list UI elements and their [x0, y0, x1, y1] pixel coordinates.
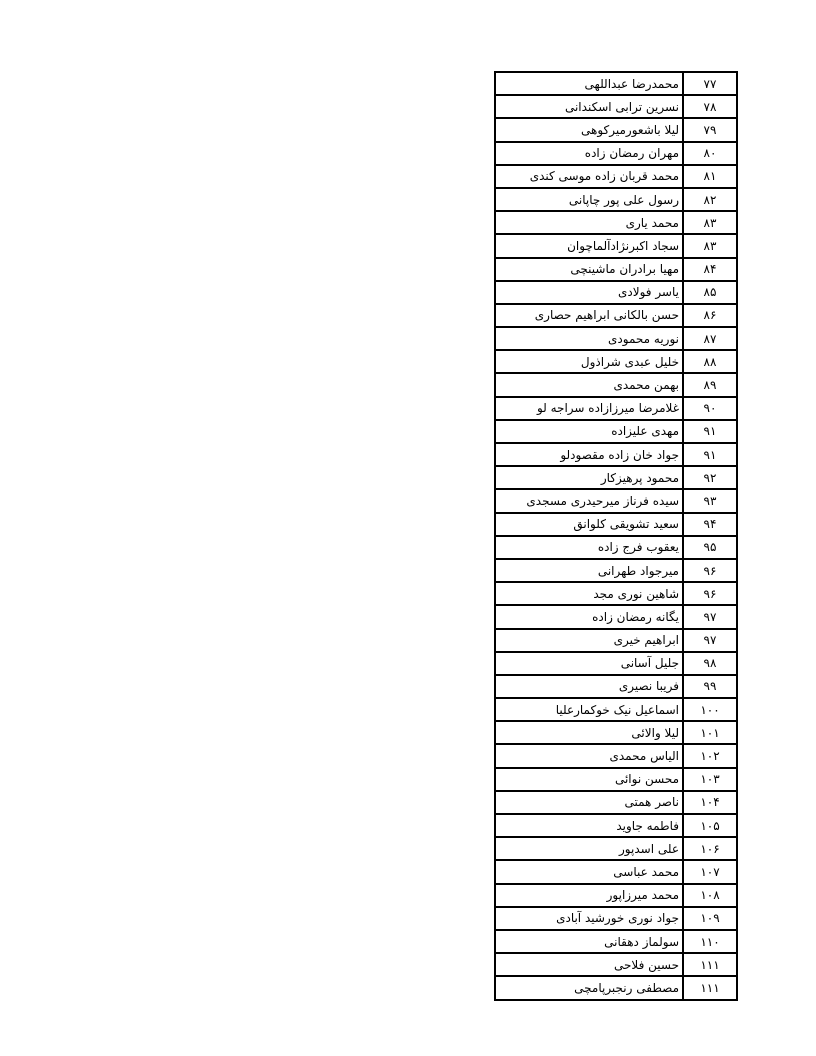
person-name: ناصر همتی: [495, 791, 683, 814]
table-row: [495, 72, 737, 95]
table-row: [495, 814, 737, 837]
row-number: ۸۱: [683, 165, 737, 188]
table-row: [495, 95, 737, 118]
person-name: جلیل آسانی: [495, 652, 683, 675]
row-number: ۱۰۷: [683, 860, 737, 883]
row-number: ۹۴: [683, 513, 737, 536]
row-number: ۸۷: [683, 327, 737, 350]
table-row: [495, 837, 737, 860]
row-number: ۸۸: [683, 350, 737, 373]
person-name: مصطفی رنجبرپامچی: [495, 976, 683, 999]
row-number: ۹۷: [683, 605, 737, 628]
person-name: لیلا باشعورمیرکوهی: [495, 118, 683, 141]
row-number: ۸۰: [683, 142, 737, 165]
table-row: [495, 118, 737, 141]
table-row: [495, 907, 737, 930]
person-name: محمد میرزاپور: [495, 884, 683, 907]
person-name: یگانه رمضان زاده: [495, 605, 683, 628]
table-row: [495, 513, 737, 536]
row-number: ۱۰۹: [683, 907, 737, 930]
person-name: سعید تشویقی کلوانق: [495, 513, 683, 536]
person-name: مهیا برادران ماشینچی: [495, 258, 683, 281]
row-number: ۸۵: [683, 281, 737, 304]
row-number: ۱۰۲: [683, 744, 737, 767]
row-number: ۹۶: [683, 559, 737, 582]
person-name: جواد نوری خورشید آبادی: [495, 907, 683, 930]
row-number: ۷۹: [683, 118, 737, 141]
person-name: مهدی علیزاده: [495, 420, 683, 443]
person-name: غلامرضا میرزازاده سراجه لو: [495, 397, 683, 420]
table-row: [495, 953, 737, 976]
person-name: اسماعیل نیک خوکمارعلیا: [495, 698, 683, 721]
row-number: ۹۱: [683, 420, 737, 443]
table-row: [495, 791, 737, 814]
table-row: [495, 675, 737, 698]
row-number: ۸۶: [683, 304, 737, 327]
row-number: ۸۴: [683, 258, 737, 281]
names-table: [494, 71, 738, 1001]
row-number: ۸۲: [683, 188, 737, 211]
row-number: ۸۳: [683, 211, 737, 234]
person-name: محمد قربان زاده موسی کندی: [495, 165, 683, 188]
row-number: ۹۰: [683, 397, 737, 420]
row-number: ۷۷: [683, 72, 737, 95]
table-row: [495, 420, 737, 443]
person-name: یاسر فولادی: [495, 281, 683, 304]
table-row: [495, 768, 737, 791]
row-number: ۱۱۱: [683, 976, 737, 999]
table-row: [495, 652, 737, 675]
table-row: [495, 281, 737, 304]
table-row: [495, 234, 737, 257]
row-number: ۱۰۶: [683, 837, 737, 860]
person-name: شاهین نوری مجد: [495, 582, 683, 605]
row-number: ۸۳: [683, 234, 737, 257]
person-name: فاطمه جاوید: [495, 814, 683, 837]
table-row: [495, 188, 737, 211]
row-number: ۹۷: [683, 629, 737, 652]
person-name: لیلا والائی: [495, 721, 683, 744]
person-name: محمدرضا عبداللهی: [495, 72, 683, 95]
person-name: سیده فرناز میرحیدری مسجدی: [495, 489, 683, 512]
row-number: ۱۰۰: [683, 698, 737, 721]
table-row: [495, 165, 737, 188]
table-row: [495, 698, 737, 721]
person-name: نسرین ترابی اسکندانی: [495, 95, 683, 118]
row-number: ۱۱۱: [683, 953, 737, 976]
table-row: [495, 443, 737, 466]
row-number: ۹۱: [683, 443, 737, 466]
row-number: ۹۹: [683, 675, 737, 698]
person-name: حسین فلاحی: [495, 953, 683, 976]
table-row: [495, 976, 737, 999]
row-number: ۷۸: [683, 95, 737, 118]
person-name: سولماز دهقانی: [495, 930, 683, 953]
person-name: جواد خان زاده مقصودلو: [495, 443, 683, 466]
row-number: ۹۶: [683, 582, 737, 605]
table-row: [495, 744, 737, 767]
table-row: [495, 397, 737, 420]
person-name: نوریه محمودی: [495, 327, 683, 350]
person-name: مهران رمضان زاده: [495, 142, 683, 165]
person-name: محمد یاری: [495, 211, 683, 234]
table-row: [495, 629, 737, 652]
person-name: محمود پرهیزکار: [495, 466, 683, 489]
row-number: ۸۹: [683, 373, 737, 396]
table-row: [495, 721, 737, 744]
person-name: الیاس محمدی: [495, 744, 683, 767]
person-name: بهمن محمدی: [495, 373, 683, 396]
person-name: خلیل عبدی شراذول: [495, 350, 683, 373]
person-name: فریبا نصیری: [495, 675, 683, 698]
table-row: [495, 860, 737, 883]
table-row: [495, 884, 737, 907]
table-row: [495, 258, 737, 281]
table-row: [495, 304, 737, 327]
row-number: ۱۰۱: [683, 721, 737, 744]
table-row: [495, 350, 737, 373]
table-row: [495, 930, 737, 953]
table-row: [495, 559, 737, 582]
row-number: ۱۰۳: [683, 768, 737, 791]
person-name: ابراهیم خیری: [495, 629, 683, 652]
person-name: علی اسدپور: [495, 837, 683, 860]
table-row: [495, 582, 737, 605]
table-row: [495, 373, 737, 396]
person-name: رسول علی پور چاپانی: [495, 188, 683, 211]
person-name: یعقوب فرج زاده: [495, 536, 683, 559]
row-number: ۱۰۵: [683, 814, 737, 837]
table-row: [495, 466, 737, 489]
person-name: محمد عباسی: [495, 860, 683, 883]
row-number: ۹۲: [683, 466, 737, 489]
person-name: حسن بالکانی ابراهیم حصاری: [495, 304, 683, 327]
row-number: ۱۰۴: [683, 791, 737, 814]
person-name: سجاد اکبرنژادآلماچوان: [495, 234, 683, 257]
person-name: میرجواد طهرانی: [495, 559, 683, 582]
person-name: محسن نوائی: [495, 768, 683, 791]
table-row: [495, 142, 737, 165]
row-number: ۹۵: [683, 536, 737, 559]
row-number: ۱۰۸: [683, 884, 737, 907]
table-row: [495, 327, 737, 350]
row-number: ۹۸: [683, 652, 737, 675]
table-row: [495, 211, 737, 234]
row-number: ۹۳: [683, 489, 737, 512]
row-number: ۱۱۰: [683, 930, 737, 953]
names-table-body: [495, 72, 737, 1000]
table-row: [495, 536, 737, 559]
table-row: [495, 605, 737, 628]
table-row: [495, 489, 737, 512]
